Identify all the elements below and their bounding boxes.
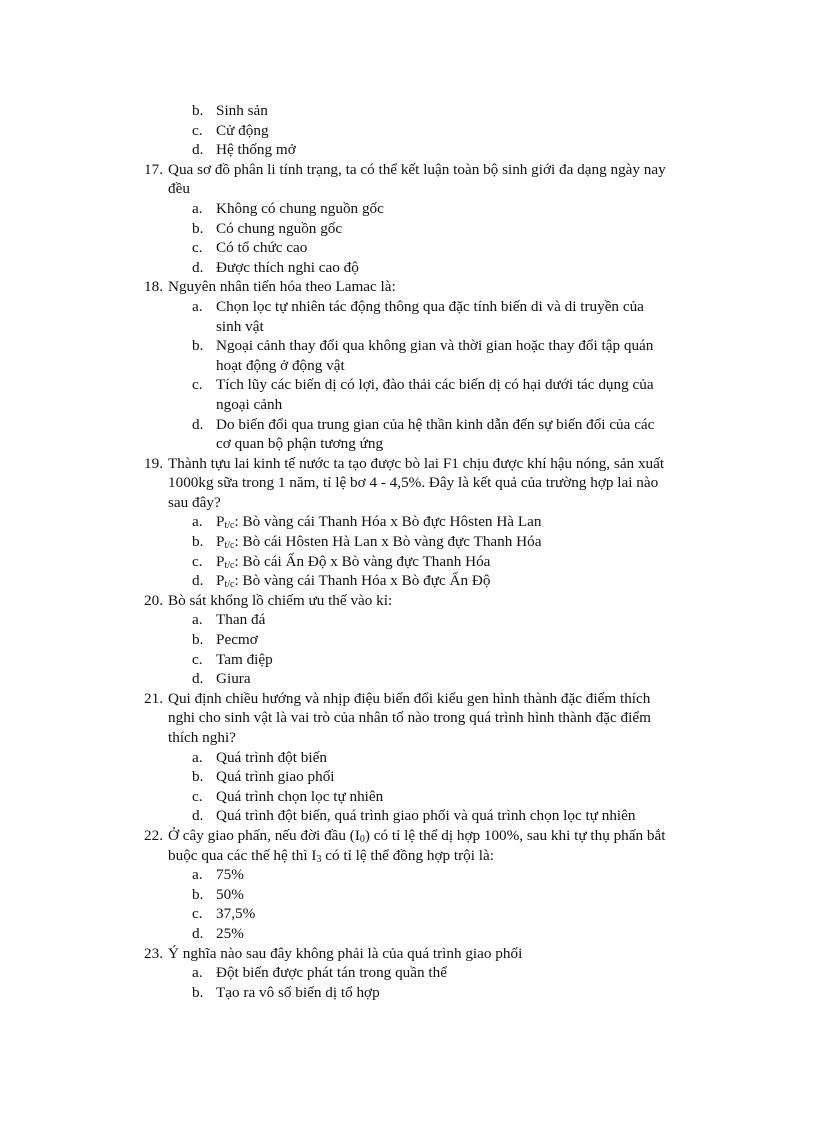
parent-subscript: t/c: [224, 559, 235, 571]
option-line: [0, 238, 816, 258]
option-line: [0, 258, 816, 278]
option-line: [0, 336, 816, 356]
option-letter: b.: [192, 337, 204, 355]
question-20: [0, 591, 816, 611]
parent-symbol: P: [216, 513, 225, 531]
option-text: Tam điệp: [216, 650, 273, 668]
question-text: Qui định chiều hướng và nhịp điệu biến đổi kiểu gen hình thành đặc điểm thích: [168, 689, 651, 707]
option-line: [0, 512, 816, 532]
option-text: Có chung nguồn gốc: [216, 219, 343, 237]
option-line: [0, 748, 816, 768]
question-text: Thành tựu lai kinh tế nước ta tạo được bò lai F1 chịu được khí hậu nóng, sản xuất: [168, 454, 665, 472]
question-text-continued: [0, 846, 816, 866]
option-text: : Bò vàng cái Thanh Hóa x Bò đực Ấn Độ: [234, 572, 491, 590]
option-text: Sinh sản: [216, 102, 268, 119]
question-21: [0, 689, 816, 709]
parent-subscript: t/c: [224, 540, 235, 552]
option-line: [0, 924, 816, 944]
option-letter: a.: [192, 748, 203, 766]
question-text-continued: 1000kg sữa trong 1 năm, tỉ lệ bơ 4 - 4,5%. Đây là kết quả của trường hợp lai nào: [168, 474, 659, 492]
option-text: Cử động: [216, 121, 269, 139]
option-letter: b.: [192, 885, 204, 903]
option-line: [0, 787, 816, 807]
question-text: có tỉ lệ thể đồng hợp trội là:: [321, 846, 494, 864]
option-text: 75%: [216, 866, 244, 884]
option-letter: b.: [192, 219, 204, 237]
question-text: Qua sơ đồ phân li tính trạng, ta có thể kết luận toàn bộ sinh giới đa dạng ngày nay: [168, 160, 666, 178]
option-text-continued: cơ quan bộ phận tương ứng: [216, 435, 384, 453]
parent-subscript: t/c: [224, 579, 235, 591]
option-letter: d.: [192, 807, 204, 825]
option-text: Chọn lọc tự nhiên tác động thông qua đặc tính biến di và di truyền của: [216, 297, 644, 315]
question-number: 18.: [144, 278, 163, 296]
option-line: [0, 669, 816, 689]
option-text: Quá trình chọn lọc tự nhiên: [216, 787, 384, 805]
option-line: [0, 571, 816, 591]
option-letter: b.: [192, 533, 204, 551]
option-letter: d.: [192, 258, 204, 276]
option-line: [0, 219, 816, 239]
option-letter: c.: [192, 121, 203, 139]
question-number: 17.: [144, 160, 163, 178]
option-text-continued: sinh vật: [216, 317, 264, 335]
option-letter: b.: [192, 983, 204, 1001]
question-text-continued: nghi cho sinh vật là vai trò của nhân tố nào trong quá trình hình thành đặc điểm: [168, 709, 651, 727]
question-text: buộc qua các thế hệ thì I: [168, 846, 317, 864]
option-letter: d.: [192, 924, 204, 942]
option-text: Tạo ra vô số biến dị tổ hợp: [216, 983, 380, 1001]
question-19: [0, 454, 816, 474]
option-text: 37,5%: [216, 905, 256, 923]
question-number: 21.: [144, 689, 163, 707]
option-line: [0, 767, 816, 787]
option-letter: c.: [192, 552, 203, 570]
question-text: ) có tỉ lệ thể dị hợp 100%, sau khi tự thụ phấn bắt: [364, 826, 666, 844]
generation-subscript: 3: [316, 853, 322, 865]
option-line: [0, 297, 816, 317]
option-text: Được thích nghi cao độ: [216, 258, 359, 276]
option-letter: a.: [192, 297, 203, 315]
option-text: Tích lũy các biến dị có lợi, đào thải các biến dị có hại dưới tác dụng của: [216, 376, 654, 394]
option-text: : Bò vàng cái Thanh Hóa x Bò đực Hôsten Hà Lan: [234, 513, 542, 531]
option-letter: a.: [192, 513, 203, 531]
option-text: : Bò cái Ấn Độ x Bò vàng đực Thanh Hóa: [234, 552, 491, 570]
option-text: Than đá: [216, 611, 266, 629]
option-line: [0, 610, 816, 630]
option-letter: a.: [192, 199, 203, 217]
parent-symbol: P: [216, 572, 225, 590]
option-line: [0, 963, 816, 983]
parent-symbol: P: [216, 533, 225, 551]
option-letter: b.: [192, 768, 204, 786]
parent-symbol: P: [216, 552, 225, 570]
option-line: [0, 375, 816, 395]
option-letter: c.: [192, 905, 203, 923]
option-text: 25%: [216, 924, 244, 942]
option-line: [0, 199, 816, 219]
option-letter: d.: [192, 415, 204, 433]
document-page: [0, 101, 816, 1002]
option-text: Do biến đổi qua trung gian của hệ thần kinh dẫn đến sự biến đổi của các: [216, 415, 655, 433]
option-line: [0, 552, 816, 572]
option-text: Đột biến được phát tán trong quần thể: [216, 964, 447, 982]
option-text-continued: hoạt động ở động vật: [216, 356, 345, 374]
question-number: 20.: [144, 591, 163, 609]
option-line: [0, 904, 816, 924]
option-text: Quá trình đột biến, quá trình giao phối và quá trình chọn lọc tự nhiên: [216, 807, 636, 825]
option-line: [0, 532, 816, 552]
option-line: [0, 650, 816, 670]
option-line: [0, 983, 816, 1003]
option-letter: c.: [192, 787, 203, 805]
option-letter: a.: [192, 866, 203, 884]
option-line: [0, 415, 816, 435]
option-line: [0, 865, 816, 885]
option-text: Ngoại cảnh thay đổi qua không gian và thời gian hoặc thay đổi tập quán: [216, 337, 654, 355]
option-text: Quá trình giao phối: [216, 768, 335, 786]
question-18: [0, 277, 816, 297]
question-17: [0, 160, 816, 180]
option-letter: d.: [192, 572, 204, 590]
option-line: [0, 140, 816, 160]
option-letter: b.: [192, 102, 204, 119]
question-text: Nguyên nhân tiến hóa theo Lamac là:: [168, 278, 396, 296]
question-22: [0, 826, 816, 846]
parent-subscript: t/c: [224, 520, 235, 532]
question-text-continued: sau đây?: [168, 493, 221, 511]
option-letter: c.: [192, 376, 203, 394]
question-text-continued: đều: [168, 180, 190, 198]
option-letter: a.: [192, 964, 203, 982]
question-number: 19.: [144, 454, 163, 472]
option-text: Quá trình đột biến: [216, 748, 327, 766]
option-letter: d.: [192, 670, 204, 688]
generation-subscript: 0: [359, 833, 365, 845]
option-line: [0, 630, 816, 650]
option-text: Có tổ chức cao: [216, 239, 308, 257]
question-23: [0, 944, 816, 964]
option-line: [0, 121, 816, 141]
option-line: [0, 885, 816, 905]
option-line: [0, 806, 816, 826]
question-number: 22.: [144, 826, 163, 844]
question-text: Bò sát khổng lồ chiếm ưu thế vào kỉ:: [168, 591, 393, 609]
question-text: Ý nghĩa nào sau đây không phải là của quá trình giao phối: [168, 944, 523, 962]
option-letter: d.: [192, 141, 204, 159]
option-text: Không có chung nguồn gốc: [216, 199, 384, 217]
option-text: Hệ thống mở: [216, 141, 296, 159]
option-text-continued: ngoại cảnh: [216, 395, 283, 413]
option-letter: c.: [192, 650, 203, 668]
question-text-continued: thích nghi?: [168, 729, 236, 746]
option-text: Pecmơ: [216, 631, 258, 649]
option-text: 50%: [216, 885, 244, 903]
option-text: Giura: [216, 670, 251, 688]
option-letter: c.: [192, 239, 203, 257]
question-number: 23.: [144, 944, 163, 962]
option-letter: b.: [192, 631, 204, 649]
question-text: Ở cây giao phấn, nếu đời đầu (I: [168, 826, 360, 844]
option-line: [0, 101, 816, 121]
option-letter: a.: [192, 611, 203, 629]
option-text: : Bò cái Hôsten Hà Lan x Bò vàng đực Thanh Hóa: [234, 533, 542, 551]
